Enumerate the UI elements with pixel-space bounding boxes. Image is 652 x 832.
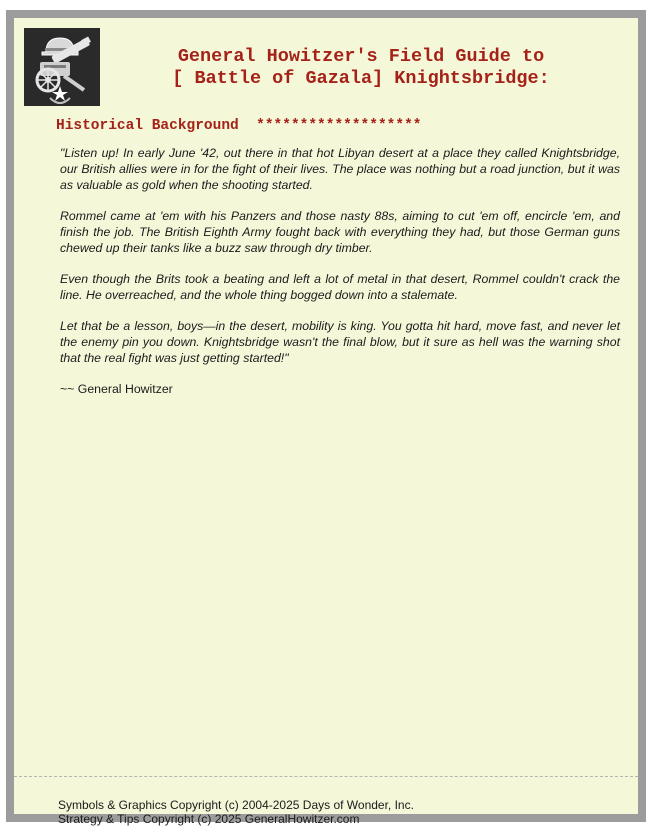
footer-copyright-strategy: Strategy & Tips Copyright (c) 2025 GeneralHowitzer.com [58,812,360,826]
page-frame [6,10,646,826]
howitzer-cannon-icon [24,28,100,106]
body-text [60,145,620,412]
section-heading-decoration: ******************* [256,118,422,134]
title-line-1: General Howitzer's Field Guide to [177,46,545,67]
footer-divider [14,776,638,777]
section-heading-label: Historical Background [56,118,239,134]
signature: ~~ General Howitzer [60,382,173,396]
paragraph-2: Rommel came at 'em with his Panzers and those nasty 88s, aiming to cut 'em off, encircle 'em, and finish the job. The British Eighth Army fought back with everything they had, but those German guns chewed up their tanks like a buzz saw through dry timber. [60,209,620,255]
footer-copyright-graphics: Symbols & Graphics Copyright (c) 2004-2025 Days of Wonder, Inc. [58,798,414,812]
paragraph-4: Let that be a lesson, boys—in the desert, mobility is king. You gotta hit hard, move fast, and never let the enemy pin you down. Knightsbridge wasn't the final blow, but it sure as hell was the warning shot that the real fight was just getting started!" [60,319,620,365]
footer [58,798,414,826]
section-heading [56,118,421,134]
title-line-2: [ Battle of Gazala] Knightsbridge: [172,68,550,89]
page-title [104,46,618,90]
paragraph-3: Even though the Brits took a beating and left a lot of metal in that desert, Rommel couldn't crack the line. He overreached, and the whole thing bogged down into a stalemate. [60,272,620,302]
paragraph-1: "Listen up! In early June '42, out there in that hot Libyan desert at a place they called Knightsbridge, our British allies were in for the fight of their lives. The place was nothing but a road junction, but it was as valuable as gold when the shooting started. [60,146,620,192]
